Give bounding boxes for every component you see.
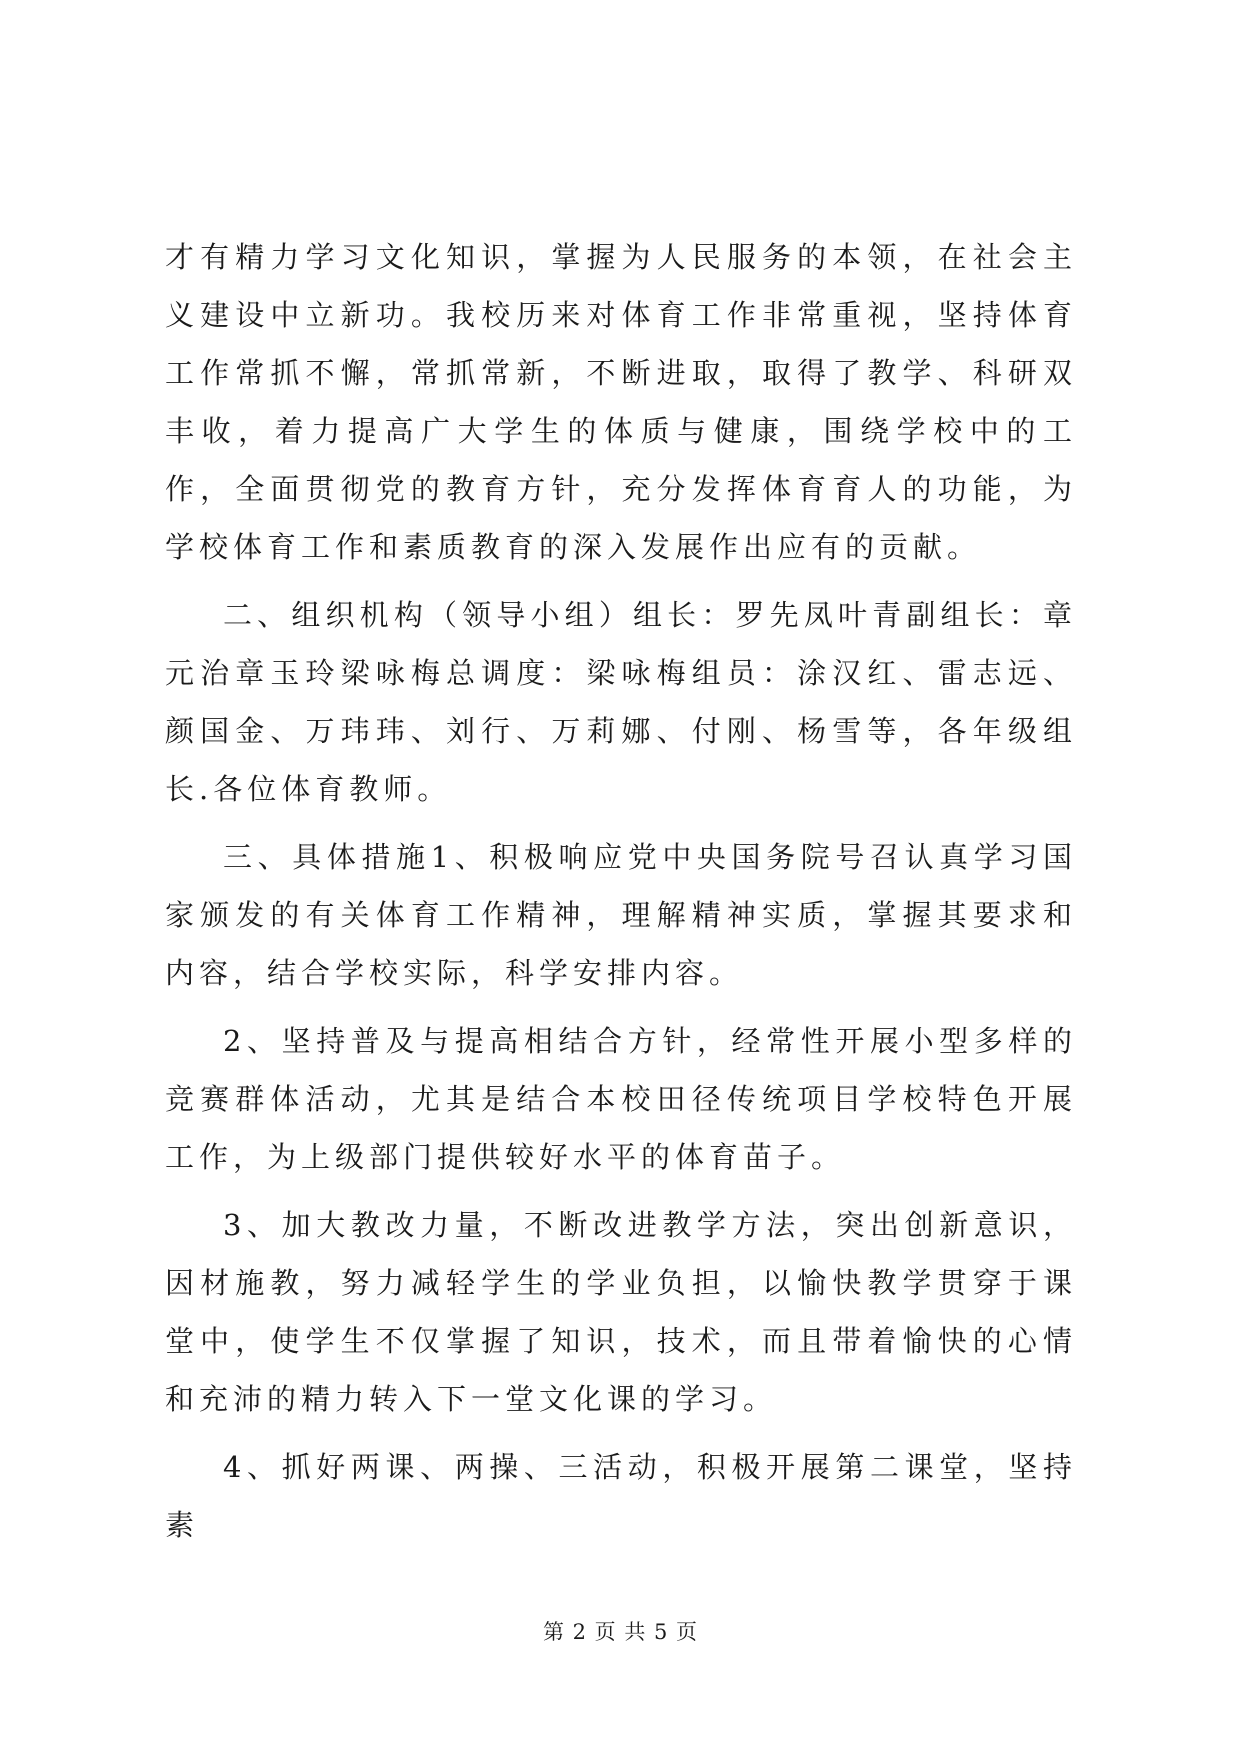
- page-number-footer: 第 2 页 共 5 页: [542, 1620, 699, 1644]
- paragraph-organization: 二、组织机构（领导小组）组长：罗先凤叶青副组长：章元治章玉玲梁咏梅总调度：梁咏梅组员：涂汉红、雷志远、颜国金、万玮玮、刘行、万莉娜、付刚、杨雪等，各年级组长.各位体育教师。: [165, 598, 1077, 806]
- paragraph-measure-4: 4、抓好两课、两操、三活动，积极开展第二课堂，坚持素: [165, 1450, 1077, 1542]
- paragraph-measures: 三、具体措施1、积极响应党中央国务院号召认真学习国家颁发的有关体育工作精神，理解精神实质，掌握其要求和内容，结合学校实际，科学安排内容。: [165, 840, 1077, 990]
- paragraph-continuation: 才有精力学习文化知识，掌握为人民服务的本领，在社会主义建设中立新功。我校历来对体育工作非常重视，坚持体育工作常抓不懈，常抓常新，不断进取，取得了教学、科研双丰收，着力提高广大学生的体质与健康，围绕学校中的工作，全面贯彻党的教育方针，充分发挥体育育人的功能，为学校体育工作和素质教育的深入发展作出应有的贡献。: [165, 240, 1077, 564]
- paragraph-measure-2: 2、坚持普及与提高相结合方针，经常性开展小型多样的竞赛群体活动，尤其是结合本校田径传统项目学校特色开展工作，为上级部门提供较好水平的体育苗子。: [165, 1024, 1077, 1174]
- paragraph-measure-3: 3、加大教改力量，不断改进教学方法，突出创新意识，因材施教，努力减轻学生的学业负担，以愉快教学贯穿于课堂中，使学生不仅掌握了知识，技术，而且带着愉快的心情和充沛的精力转入下一堂文化课的学习。: [165, 1208, 1077, 1416]
- document-body: [165, 228, 1077, 1554]
